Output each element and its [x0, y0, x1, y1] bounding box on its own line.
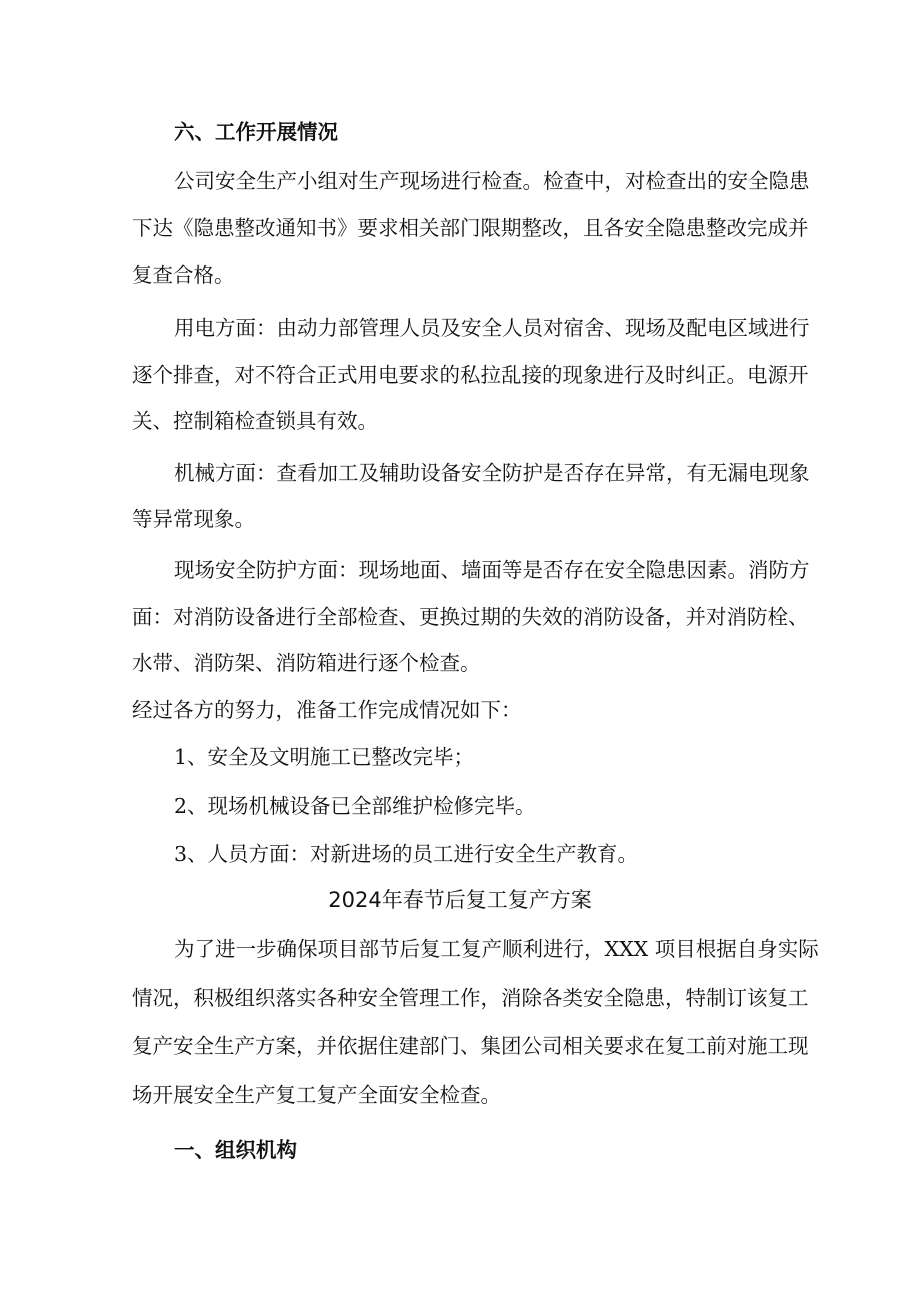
list-item: 3、人员方面：对新进场的员工进行安全生产教育。 — [174, 842, 639, 866]
section-heading-1: 一、组织机构 — [174, 1138, 297, 1162]
document-title: 2024年春节后复工复产方案 — [328, 888, 592, 912]
paragraph-line: 机械方面：查看加工及辅助设备安全防护是否存在异常，有无漏电现象 — [174, 461, 810, 485]
paragraph-line: 复查合格。 — [132, 263, 235, 287]
summary-line: 经过各方的努力，准备工作完成情况如下： — [132, 698, 522, 722]
paragraph-line: 面：对消防设备进行全部检查、更换过期的失效的消防设备，并对消防栓、 — [132, 605, 809, 629]
paragraph-line: 现场安全防护方面：现场地面、墙面等是否存在安全隐患因素。消防方 — [174, 558, 810, 582]
paragraph-line: 水带、消防架、消防箱进行逐个检查。 — [132, 651, 481, 675]
paragraph-line: 等异常现象。 — [132, 507, 255, 531]
paragraph-line: 关、控制箱检查锁具有效。 — [132, 409, 378, 433]
paragraph-line: 为了进一步确保项目部节后复工复产顺利进行，XXX 项目根据自身实际 — [174, 937, 819, 961]
section-heading-6: 六、工作开展情况 — [174, 120, 338, 144]
paragraph-line: 下达《隐患整改通知书》要求相关部门限期整改，且各安全隐患整改完成并 — [132, 216, 809, 240]
paragraph-line: 用电方面：由动力部管理人员及安全人员对宿舍、现场及配电区域进行 — [174, 316, 810, 340]
paragraph-line: 情况，积极组织落实各种安全管理工作，消除各类安全隐患，特制订该复工 — [132, 986, 809, 1010]
list-item: 1、安全及文明施工已整改完毕； — [174, 745, 475, 769]
paragraph-line: 场开展安全生产复工复产全面安全检查。 — [132, 1083, 501, 1107]
paragraph-line: 公司安全生产小组对生产现场进行检查。检查中，对检查出的安全隐患 — [174, 169, 810, 193]
list-item: 2、现场机械设备已全部维护检修完毕。 — [174, 794, 536, 818]
paragraph-line: 逐个排查，对不符合正式用电要求的私拉乱接的现象进行及时纠正。电源开 — [132, 363, 809, 387]
paragraph-line: 复产安全生产方案，并依据住建部门、集团公司相关要求在复工前对施工现 — [132, 1034, 809, 1058]
